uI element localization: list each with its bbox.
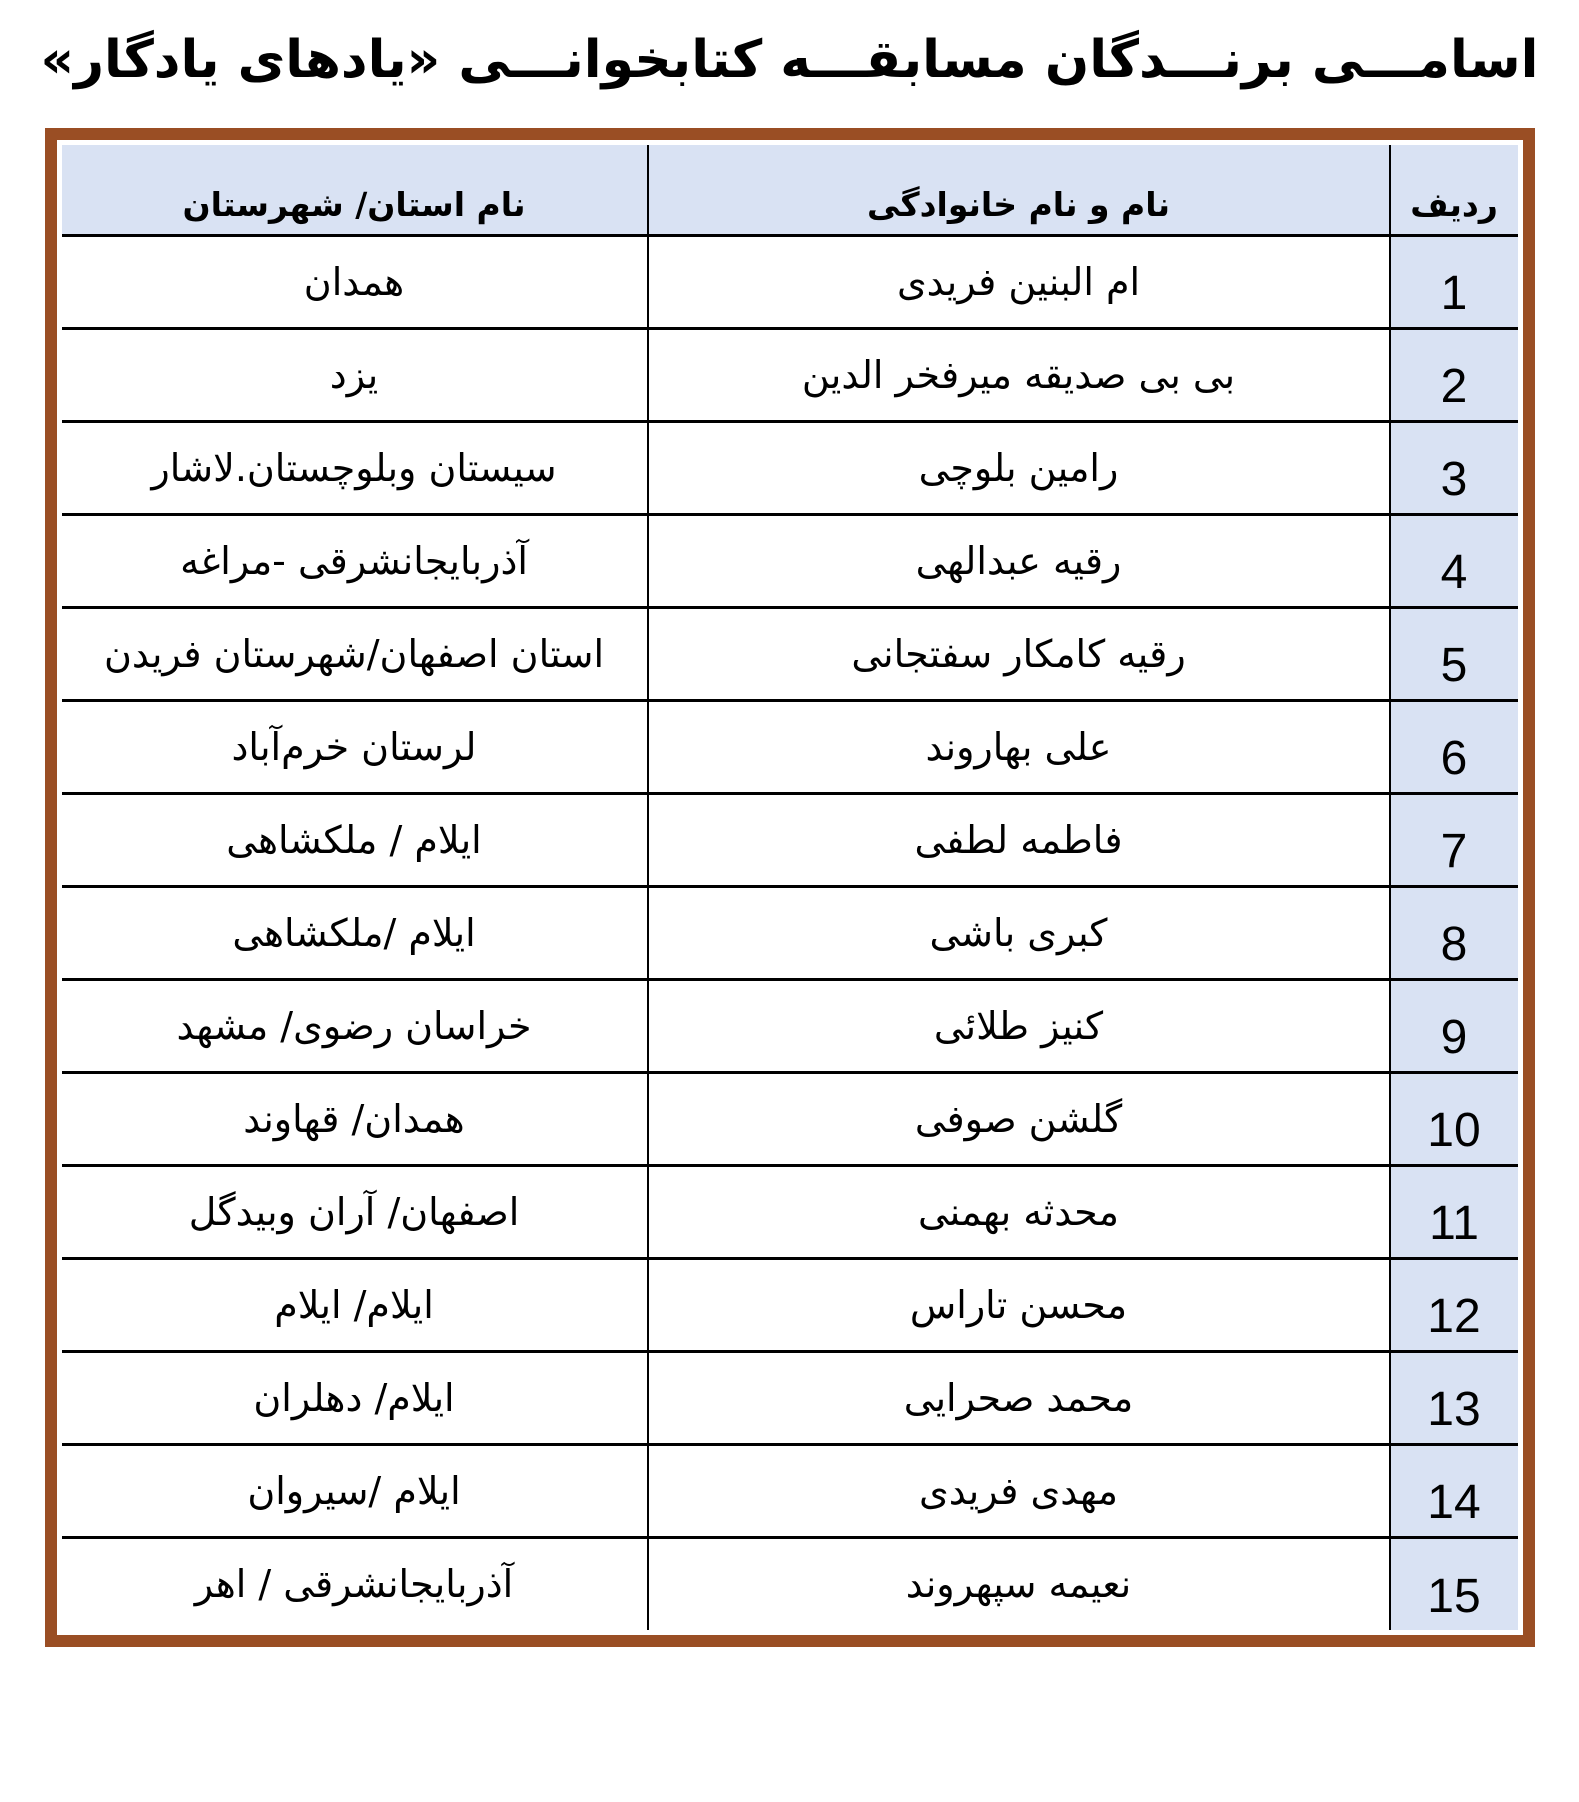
winner-province: ایلام / ملکشاهی	[62, 793, 648, 886]
winner-province: آذربایجانشرقی -مراغه	[62, 514, 648, 607]
winner-name: کبری باشی	[648, 886, 1390, 979]
table-row	[62, 700, 1518, 793]
row-number: 4	[1390, 514, 1518, 607]
winner-name: گلشن صوفی	[648, 1072, 1390, 1165]
row-number: 3	[1390, 421, 1518, 514]
row-number: 10	[1390, 1072, 1518, 1165]
winner-province: آذربایجانشرقی / اهر	[62, 1537, 648, 1630]
winner-province: استان اصفهان/شهرستان فریدن	[62, 607, 648, 700]
row-number: 6	[1390, 700, 1518, 793]
winners-table-frame	[45, 128, 1535, 1647]
winner-name: محدثه بهمنی	[648, 1165, 1390, 1258]
winner-province: همدان	[62, 235, 648, 328]
table-row	[62, 514, 1518, 607]
winner-name: رقیه عبدالهی	[648, 514, 1390, 607]
winner-province: اصفهان/ آران وبیدگل	[62, 1165, 648, 1258]
row-number: 12	[1390, 1258, 1518, 1351]
table-row	[62, 1351, 1518, 1444]
table-row	[62, 328, 1518, 421]
row-number: 5	[1390, 607, 1518, 700]
winner-name: رقیه کامکار سفتجانی	[648, 607, 1390, 700]
table-row	[62, 1072, 1518, 1165]
winner-name: محسن تاراس	[648, 1258, 1390, 1351]
table-row	[62, 235, 1518, 328]
table-row	[62, 1165, 1518, 1258]
winner-name: ام البنین فریدی	[648, 235, 1390, 328]
winner-name: محمد صحرایی	[648, 1351, 1390, 1444]
row-number: 1	[1390, 235, 1518, 328]
row-number: 2	[1390, 328, 1518, 421]
winner-province: ایلام/ ایلام	[62, 1258, 648, 1351]
table-row	[62, 1444, 1518, 1537]
winner-province: ایلام /ملکشاهی	[62, 886, 648, 979]
row-number: 14	[1390, 1444, 1518, 1537]
winner-name: بی بی صدیقه میرفخر الدین	[648, 328, 1390, 421]
winner-province: یزد	[62, 328, 648, 421]
row-number: 9	[1390, 979, 1518, 1072]
column-header-name: نام و نام خانوادگی	[648, 145, 1390, 235]
winners-table	[62, 145, 1518, 1630]
table-row	[62, 886, 1518, 979]
page-title: اسامـــی برنـــدگان مسابقـــه کتابخوانـــی «یادهای یادگار»	[40, 30, 1539, 90]
winner-name: کنیز طلائی	[648, 979, 1390, 1072]
header-row	[62, 145, 1518, 235]
winner-province: سیستان وبلوچستان.لاشار	[62, 421, 648, 514]
table-row	[62, 1258, 1518, 1351]
table-row	[62, 607, 1518, 700]
winner-name: فاطمه لطفی	[648, 793, 1390, 886]
column-header-radif: ردیف	[1390, 145, 1518, 235]
row-number: 15	[1390, 1537, 1518, 1630]
row-number: 11	[1390, 1165, 1518, 1258]
column-header-province: نام استان/ شهرستان	[62, 145, 648, 235]
winner-name: علی بهاروند	[648, 700, 1390, 793]
winner-province: همدان/ قهاوند	[62, 1072, 648, 1165]
table-row	[62, 979, 1518, 1072]
winner-province: لرستان خرم‌آباد	[62, 700, 648, 793]
winner-name: مهدی فریدی	[648, 1444, 1390, 1537]
winner-province: خراسان رضوی/ مشهد	[62, 979, 648, 1072]
winner-name: رامین بلوچی	[648, 421, 1390, 514]
row-number: 8	[1390, 886, 1518, 979]
table-row	[62, 421, 1518, 514]
winner-name: نعیمه سپهروند	[648, 1537, 1390, 1630]
table-row	[62, 1537, 1518, 1630]
row-number: 7	[1390, 793, 1518, 886]
winner-province: ایلام/ دهلران	[62, 1351, 648, 1444]
row-number: 13	[1390, 1351, 1518, 1444]
winner-province: ایلام /سیروان	[62, 1444, 648, 1537]
table-row	[62, 793, 1518, 886]
